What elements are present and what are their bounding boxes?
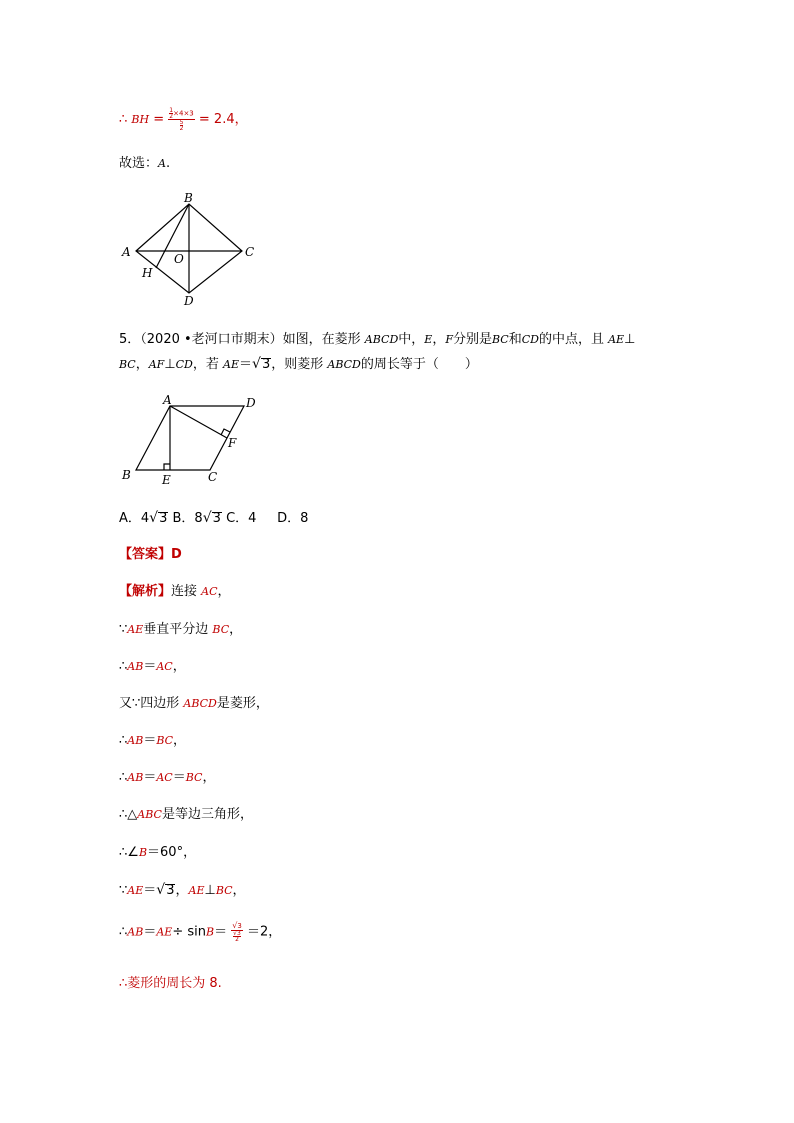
q2-var-ae: AE xyxy=(223,358,240,371)
a5-b: AC xyxy=(156,771,173,784)
analysis-tag: 【解析】 xyxy=(119,584,172,599)
analysis-line-3 xyxy=(119,694,269,714)
a1-text: 垂直平分边 xyxy=(143,622,213,637)
a4-a: AB xyxy=(127,734,144,747)
a8-end: ， xyxy=(232,883,246,898)
sqrt-icon: √ xyxy=(156,882,166,898)
q-var-abcd: ABCD xyxy=(364,333,399,346)
a7-var: B xyxy=(138,846,148,859)
a5-end: ， xyxy=(202,770,216,785)
label-o: O xyxy=(174,252,184,266)
answer-tag: 【答案】 xyxy=(119,547,172,562)
a1-end: ， xyxy=(229,622,243,637)
analysis-line-0 xyxy=(119,582,231,602)
option-b-sqrt: 3 xyxy=(212,511,221,526)
a9-frac-den-den: 2 xyxy=(235,936,239,943)
analysis-line-9 xyxy=(119,922,281,943)
a9-eq2: ＝ xyxy=(214,924,228,940)
bh-equation-line xyxy=(119,108,248,131)
q2-var-abcd: ABCD xyxy=(327,358,361,371)
q-text-f: 的中点，且 xyxy=(538,332,609,347)
a3-text: 是菱形， xyxy=(216,696,269,711)
q-var-bc: BC xyxy=(491,333,509,346)
options-line xyxy=(119,508,308,529)
a8-perp: ⊥ xyxy=(204,883,216,898)
a9-frac-num: 3 xyxy=(237,922,242,930)
a8-mid: ， xyxy=(175,883,189,898)
therefore-symbol: ∴ xyxy=(119,770,128,785)
a6-text: 是等边三角形， xyxy=(161,807,253,822)
option-a[interactable] xyxy=(119,511,168,526)
a5-eq2: ＝ xyxy=(172,770,186,785)
sqrt-icon: √ xyxy=(149,510,159,526)
a5-c: BC xyxy=(185,771,203,784)
bh-fraction xyxy=(168,108,194,131)
answer-value: D xyxy=(171,547,182,562)
label-d: D xyxy=(184,294,194,308)
q2-var-bc: BC xyxy=(119,358,136,371)
label-c: C xyxy=(245,245,255,259)
segment-bh xyxy=(156,204,189,268)
because-symbol: ∵ xyxy=(119,622,128,637)
q2-perp: ⊥ xyxy=(164,357,176,372)
bh-result: = 2.4， xyxy=(198,112,248,127)
a9-div: ÷ sin xyxy=(172,924,206,940)
q2-text-a: ， xyxy=(135,357,149,372)
analysis-line-4 xyxy=(119,731,186,751)
a6-pre: ∴△ xyxy=(119,807,138,822)
label-a: A xyxy=(122,245,131,259)
label-b: B xyxy=(184,191,193,205)
a9-frac-den-num: 3 xyxy=(237,930,241,937)
option-c-label: C．4 xyxy=(226,511,257,526)
question-line-2 xyxy=(119,354,478,375)
a8-eq: ＝ xyxy=(143,883,157,898)
because-symbol: ∵ xyxy=(119,883,128,898)
choice-suffix: . xyxy=(165,156,171,171)
a3-var: ABCD xyxy=(183,697,217,710)
q-text-d: 分别是 xyxy=(452,332,492,347)
a9-result: ＝2， xyxy=(246,924,282,940)
a9-fraction: $\frac{√3}{\frac{√3}{2}}$ xyxy=(232,921,242,943)
label-h: H xyxy=(142,266,153,280)
equals-sign: = xyxy=(153,112,165,127)
a2-eq: ＝ xyxy=(143,659,157,674)
choice-prefix: 故选： xyxy=(119,156,159,171)
q2-sqrt-value: 3 xyxy=(261,357,271,372)
segment-af xyxy=(170,406,227,438)
option-a-sqrt: 3 xyxy=(159,511,168,526)
right-angle-e xyxy=(164,464,170,470)
q2-var-af: AF xyxy=(148,358,165,371)
a8-var3: BC xyxy=(215,884,233,897)
choice-line xyxy=(119,154,170,174)
variable-bh: BH xyxy=(131,113,150,126)
question-line-1 xyxy=(119,330,635,350)
label2-c: C xyxy=(208,470,218,484)
q-var-e: E xyxy=(424,333,433,346)
a9-eq: ＝ xyxy=(143,924,157,940)
q2-eq: ＝ xyxy=(239,357,253,372)
option-c[interactable] xyxy=(226,511,256,526)
therefore-symbol: ∴ xyxy=(119,659,128,674)
rhombus-figure-2 xyxy=(116,390,266,490)
q-var-cd: CD xyxy=(521,333,539,346)
q-text-c: ， xyxy=(432,332,446,347)
a9-b: AE xyxy=(156,925,173,939)
sqrt-icon: √ xyxy=(202,510,212,526)
a6-var: ABC xyxy=(137,808,162,821)
label2-e: E xyxy=(162,473,171,487)
label2-f: F xyxy=(228,436,237,450)
a7-pre: ∴∠ xyxy=(119,845,139,860)
a0-text: 连接 xyxy=(171,584,202,599)
q-text-b: 中， xyxy=(398,332,425,347)
a1-var: AE xyxy=(127,623,144,636)
choice-value: A xyxy=(158,157,166,170)
analysis-line-5 xyxy=(119,768,215,788)
a0-var: AC xyxy=(201,585,218,598)
therefore-symbol: ∴ xyxy=(119,733,128,748)
analysis-line-10 xyxy=(119,974,222,994)
q2-text-e: ，则菱形 xyxy=(271,357,328,372)
rhombus-figure-1 xyxy=(114,190,264,310)
a0-end: ， xyxy=(217,584,231,599)
a3-pre: 又∵四边形 xyxy=(119,696,184,711)
a10-text: ∴菱形的周长为 8. xyxy=(119,976,222,991)
option-a-label: A．4 xyxy=(119,511,150,526)
a4-b: BC xyxy=(156,734,174,747)
label2-d: D xyxy=(246,396,256,410)
analysis-line-2 xyxy=(119,657,186,677)
q-text-e: 和 xyxy=(508,332,522,347)
a8-var2: AE xyxy=(188,884,205,897)
frac-numerator-rest: ×4×3 xyxy=(173,109,194,118)
q2-var-cd: CD xyxy=(175,358,193,371)
frac-half-num: 1 xyxy=(169,107,174,114)
analysis-line-6 xyxy=(119,805,253,825)
q2-text-f: 的周长等于（ ） xyxy=(360,357,478,372)
a7-text: ＝60°， xyxy=(147,845,197,860)
q2-text-c: ，若 xyxy=(192,357,224,372)
sqrt-icon: √ xyxy=(252,356,261,372)
option-b-label: B．8 xyxy=(172,511,203,526)
a8-var: AE xyxy=(127,884,144,897)
option-b[interactable] xyxy=(173,511,222,526)
q-var-ae: AE xyxy=(608,333,625,346)
a9-c: B xyxy=(205,925,215,939)
frac-den-den: 2 xyxy=(179,125,184,132)
answer-line xyxy=(119,545,182,565)
frac-den-num: 5 xyxy=(179,119,184,126)
a5-eq: ＝ xyxy=(143,770,157,785)
option-d[interactable] xyxy=(277,511,308,526)
analysis-line-8 xyxy=(119,880,246,901)
a9-a: AB xyxy=(127,925,144,939)
a4-end: ， xyxy=(173,733,187,748)
analysis-line-1 xyxy=(119,620,242,640)
therefore-symbol: ∴ xyxy=(119,924,128,940)
analysis-line-7 xyxy=(119,843,196,863)
a4-eq: ＝ xyxy=(143,733,157,748)
a1-var2: BC xyxy=(212,623,230,636)
a2-b: AC xyxy=(156,660,173,673)
q-var-f: F xyxy=(445,333,453,346)
label2-b: B xyxy=(122,468,131,482)
label2-a: A xyxy=(163,393,172,407)
option-d-label: D．8 xyxy=(277,511,309,526)
a8-sqrt: 3 xyxy=(166,883,175,898)
q-text-a: 5．（2020 •老河口市期末）如图，在菱形 xyxy=(119,332,365,347)
therefore-symbol: ∴ xyxy=(119,112,128,127)
a5-a: AB xyxy=(127,771,144,784)
a2-end: ， xyxy=(172,659,186,674)
a2-a: AB xyxy=(127,660,144,673)
frac-half-den: 2 xyxy=(169,113,174,120)
q-perp: ⊥ xyxy=(624,332,636,347)
